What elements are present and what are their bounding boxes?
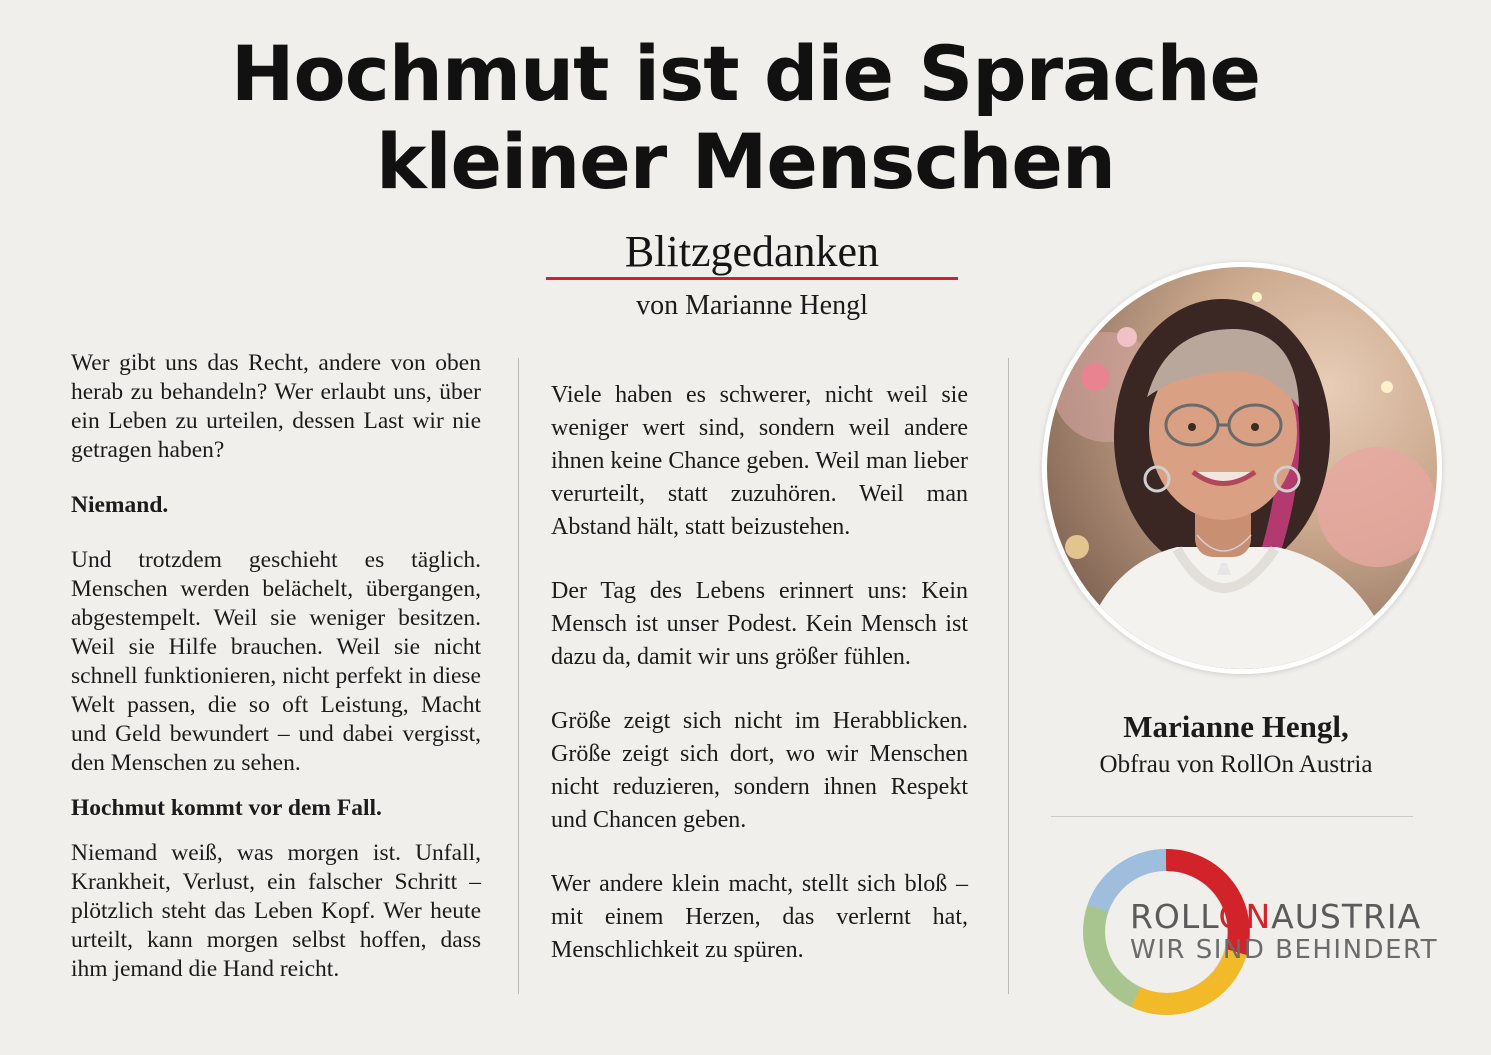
- byline: von Marianne Hengl: [636, 290, 868, 321]
- logo-part-austria: AUSTRIA: [1271, 897, 1422, 936]
- paragraph: Niemand weiß, was morgen ist. Unfall, Krankheit, Verlust, ein falscher Schritt – plötzlich steht das Leben Kopf. Wer heute urteilt, kann morgen selbst hoffen, dass ihm jemand die Hand reicht.: [71, 840, 481, 982]
- paragraph: Viele haben es schwerer, nicht weil sie weniger wert sind, sondern weil andere ihnen keine Chance geben. Weil man lieber verurteilt, statt zuzuhören. Weil man Abstand hält, statt beizustehen.: [551, 382, 968, 540]
- emphasis-line: Hochmut kommt vor dem Fall.: [71, 795, 382, 821]
- title-underline: [546, 277, 958, 280]
- paragraph: Wer andere klein macht, stellt sich bloß – mit einem Herzen, das verlernt hat, Menschlichkeit zu spüren.: [551, 871, 968, 963]
- author-name: Marianne Hengl,: [1123, 709, 1349, 744]
- sidebar-divider: [1051, 816, 1413, 817]
- paragraph: Wer gibt uns das Recht, andere von oben herab zu behandeln? Wer erlaubt uns, über ein Leben zu urteilen, dessen Last wir nie getragen haben?: [71, 350, 481, 463]
- logo-tagline: WIR SIND BEHINDERT: [1130, 935, 1439, 965]
- article-column-2: [551, 379, 968, 967]
- headline-line-1: Hochmut ist die Sprache: [230, 29, 1261, 118]
- logo-part-on: ON: [1218, 897, 1272, 936]
- author-role: Obfrau von RollOn Austria: [1099, 751, 1373, 778]
- logo-wordmark: [1130, 898, 1421, 936]
- section-title: Blitzgedanken: [624, 227, 880, 276]
- article-column-1: [71, 349, 481, 984]
- logo-part-roll: ROLL: [1130, 897, 1219, 936]
- column-divider: [518, 358, 519, 994]
- column-divider: [1008, 358, 1009, 994]
- paragraph: Und trotzdem geschieht es täglich. Menschen werden belächelt, übergangen, abgestempelt. Weil sie weniger besitzen. Weil sie Hilfe brauchen. Weil sie nicht schnell funktionieren, nicht perfekt in diese Welt passen, die so oft Leistung, Macht und Geld bewundert – und dabei vergisst, den Menschen zu sehen.: [71, 547, 481, 776]
- emphasis-line: Niemand.: [71, 492, 169, 518]
- paragraph: Der Tag des Lebens erinnert uns: Kein Mensch ist unser Podest. Kein Mensch ist dazu da, damit wir uns größer fühlen.: [551, 578, 968, 670]
- author-portrait: [1042, 262, 1442, 674]
- paragraph: Größe zeigt sich nicht im Herabblicken. Größe zeigt sich dort, wo wir Menschen nicht reduzieren, sondern ihnen Respekt und Chancen geben.: [551, 708, 968, 833]
- portrait-illustration: [1047, 267, 1437, 669]
- headline-line-2: kleiner Menschen: [375, 117, 1116, 206]
- headline: [0, 30, 1491, 206]
